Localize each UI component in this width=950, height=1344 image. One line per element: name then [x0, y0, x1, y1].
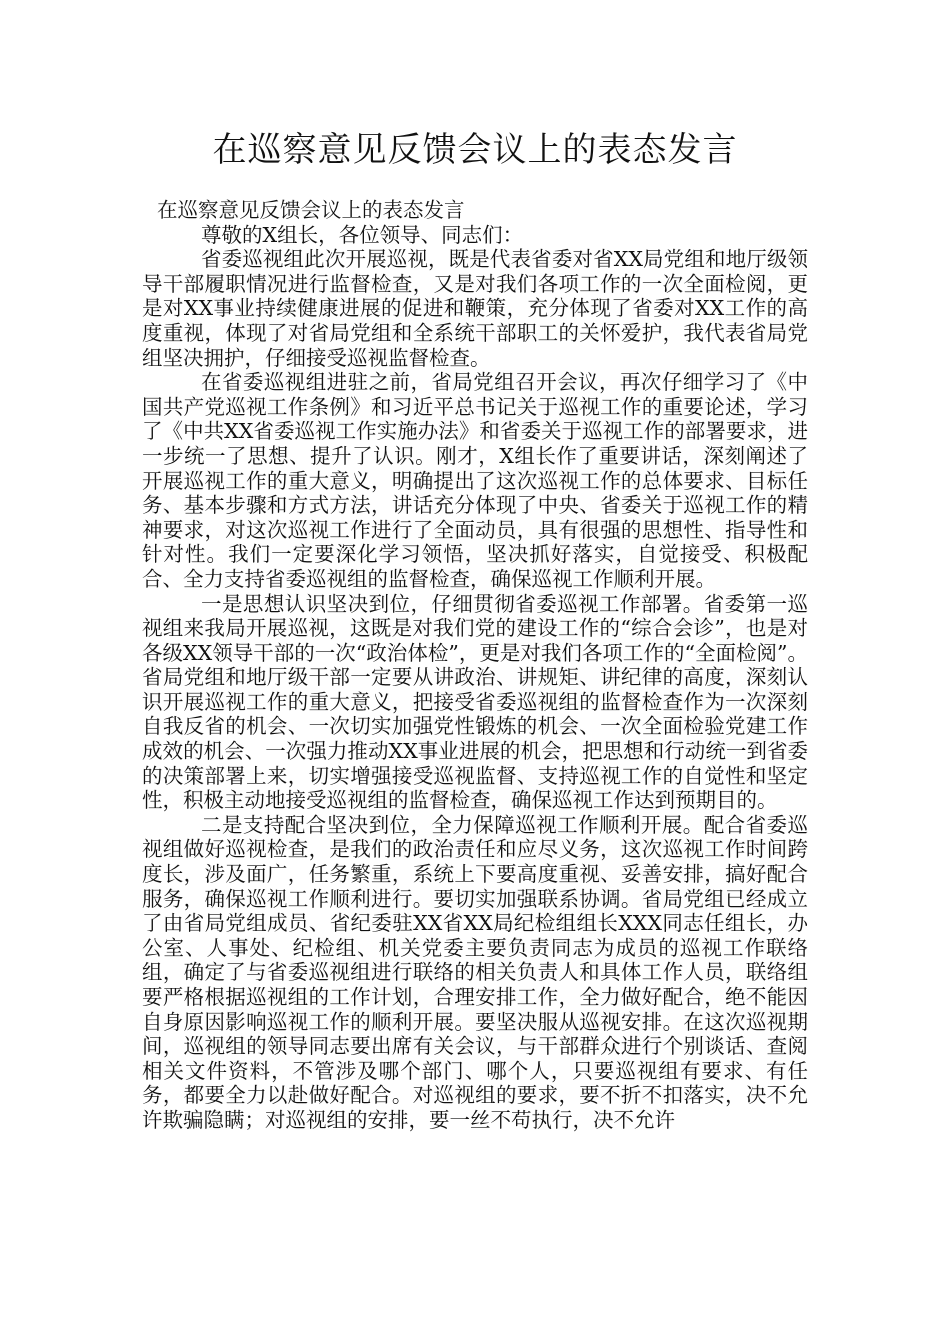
salutation: 尊敬的X组长，各位领导、同志们：	[201, 222, 524, 247]
document-title: 在巡察意见反馈会议上的表态发言	[212, 130, 738, 170]
body-paragraph-4: 二是支持配合坚决到位，全力保障巡视工作顺利开展。配合省委巡视组做好巡视检查，是我们的政治责任和应尽义务，这次巡视工作时间跨度长，涉及面广，任务繁重，系统上下要高度重视、妥善安排，搞好配合服务，确保巡视工作顺利进行。要切实加强联系协调。省局党组已经成立了由省局党组成员、省纪委驻XX省XX局纪检组组长XXX同志任组长，办公室、人事处、纪检组、机关党委主要负责同志为成员的巡视工作联络组，确定了与省委巡视组进行联络的相关负责人和具体工作人员，联络组要严格根据巡视组的工作计划，合理安排工作，全力做好配合，绝不能因自身原因影响巡视工作的顺利开展。要坚决服从巡视安排。在这次巡视期间，巡视组的领导同志要出席有关会议，与干部群众进行个别谈话、查阅相关文件资料，不管涉及哪个部门、哪个人，只要巡视组有要求、有任务，都要全力以赴做好配合。对巡视组的要求，要不折不扣落实，决不允许欺骗隐瞒；对巡视组的安排，要一丝不苟执行，决不允许	[142, 812, 808, 1132]
body-paragraph-2: 在省委巡视组进驻之前，省局党组召开会议，再次仔细学习了《中国共产党巡视工作条例》和习近平总书记关于巡视工作的重要论述，学习了《中共XX省委巡视工作实施办法》和省委关于巡视工作的部署要求，进一步统一了思想、提升了认识。刚才，X组长作了重要讲话，深刻阐述了开展巡视工作的重大意义，明确提出了这次巡视工作的总体要求、目标任务、基本步骤和方式方法，讲话充分体现了中央、省委关于巡视工作的精神要求，对这次巡视工作进行了全面动员，具有很强的思想性、指导性和针对性。我们一定要深化学习领悟，坚决抓好落实，自觉接受、积极配合、全力支持省委巡视组的监督检查，确保巡视工作顺利开展。	[142, 370, 808, 591]
body-paragraph-1: 省委巡视组此次开展巡视，既是代表省委对省XX局党组和地厅级领导干部履职情况进行监督检查，又是对我们各项工作的一次全面检阅，更是对XX事业持续健康进展的促进和鞭策，充分体现了省委对XX工作的高度重视，体现了对省局党组和全系统干部职工的关怀爱护，我代表省局党组坚决拥护，仔细接受巡视监督检查。	[142, 247, 808, 370]
document-body	[142, 198, 808, 1133]
body-paragraph-3: 一是思想认识坚决到位，仔细贯彻省委巡视工作部署。省委第一巡视组来我局开展巡视，这既是对我们党的建设工作的“综合会诊”，也是对各级XX领导干部的一次“政治体检”，更是对我们各项工作的“全面检阅”。省局党组和地厅级干部一定要从讲政治、讲规矩、讲纪律的高度，深刻认识开展巡视工作的重大意义，把接受省委巡视组的监督检查作为一次深刻自我反省的机会、一次切实加强党性锻炼的机会、一次全面检验党建工作成效的机会、一次强力推动XX事业进展的机会，把思想和行动统一到省委的决策部署上来，切实增强接受巡视监督、支持巡视工作的自觉性和坚定性，积极主动地接受巡视组的监督检查，确保巡视工作达到预期目的。	[142, 591, 808, 813]
document-subtitle: 在巡察意见反馈会议上的表态发言	[157, 198, 465, 222]
